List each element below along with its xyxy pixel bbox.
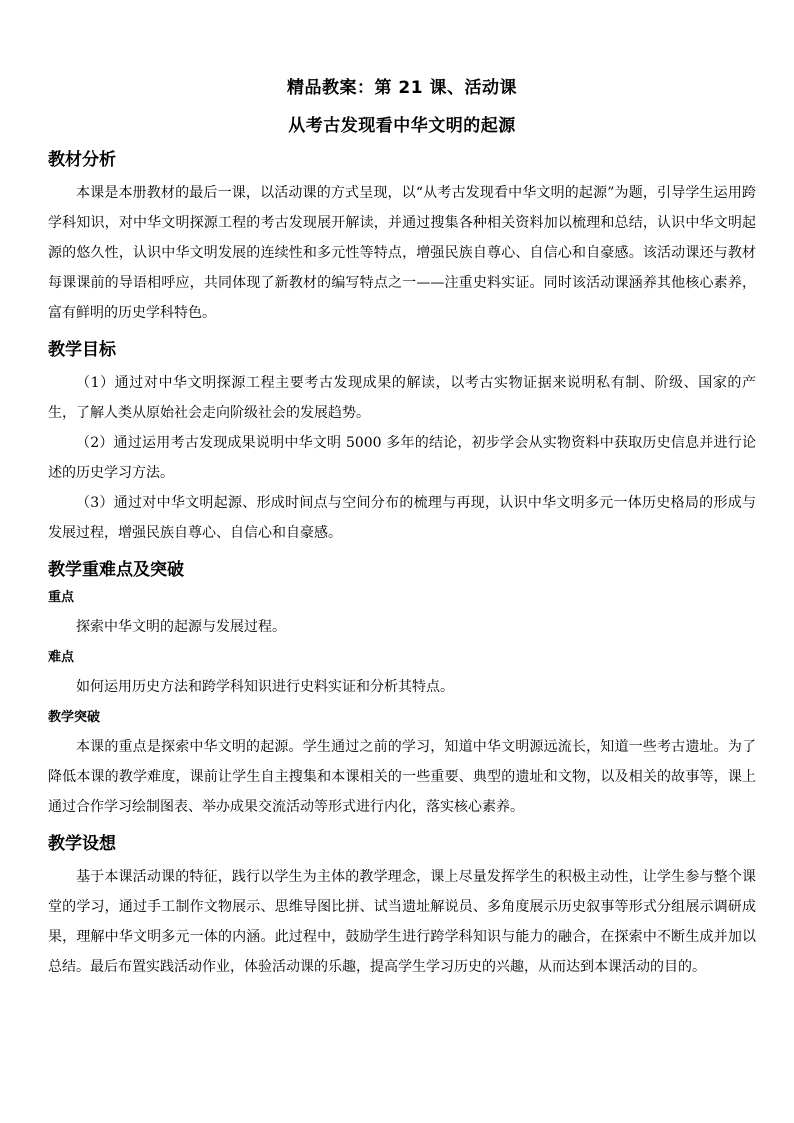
paragraph: 本课的重点是探索中华文明的起源。学生通过之前的学习，知道中华文明源远流长，知道一些考古遗址。为了降低本课的教学难度，课前让学生自主搜集和本课相关的一些重要、典型的遗址和文物，以及相关的故事等，课上通过合作学习绘制图表、举办成果交流活动等形式进行内化，落实核心素养。 [48,739,756,815]
document-title: 精品教案：第 21 课、活动课 [287,78,517,98]
section-heading: 教学目标 [48,340,116,360]
section-heading: 教材分析 [48,150,116,170]
section-textbook-analysis [48,148,756,328]
objective-item: （2）通过运用考古发现成果说明中华文明 5000 多年的结论，初步学会从实物资料中获取历史信息并进行论述的历史学习方法。 [48,435,756,481]
section-teaching-objectives [48,338,756,548]
document-page [48,70,756,982]
subsection-heading-breakthrough: 教学突破 [48,710,101,725]
paragraph: 本课是本册教材的最后一课，以活动课的方式呈现，以“从考古发现看中华文明的起源”为题，引导学生运用跨学科知识，对中华文明探源工程的考古发现展开解读，并通过搜集各种相关资料加以梳理和总结，认识中华文明起源的悠久性，认识中华文明发展的连续性和多元性等特点，增强民族自尊心、自信心和自豪感。该活动课还与教材每课课前的导语相呼应，共同体现了新教材的编写特点之一——注重史料实证。同时该活动课涵养其他核心素养，富有鲜明的历史学科特色。 [48,185,756,321]
subsection-heading-difficult-point: 难点 [48,650,75,665]
paragraph: 基于本课活动课的特征，践行以学生为主体的教学理念，课上尽量发挥学生的积极主动性，让学生参与整个课堂的学习，通过手工制作文物展示、思维导图比拼、试当遗址解说员、多角度展示历史叙事等形式分组展示调研成果，理解中华文明多元一体的内涵。此过程中，鼓励学生进行跨学科知识与能力的融合，在探索中不断生成并加以总结。最后布置实践活动作业，体验活动课的乐趣，提高学生学习历史的兴趣，从而达到本课活动的目的。 [48,869,756,975]
objective-item: （3）通过对中华文明起源、形成时间点与空间分布的梳理与再现，认识中华文明多元一体历史格局的形成与发展过程，增强民族自尊心、自信心和自豪感。 [48,495,756,541]
section-heading: 教学设想 [48,834,116,854]
section-heading: 教学重难点及突破 [48,560,184,580]
document-subtitle: 从考古发现看中华文明的起源 [288,116,516,136]
subsection-heading-key-point: 重点 [48,590,75,605]
section-teaching-design [48,832,756,982]
paragraph: 如何运用历史方法和跨学科知识进行史料实证和分析其特点。 [76,679,454,695]
paragraph: 探索中华文明的起源与发展过程。 [76,619,286,635]
objective-item: （1）通过对中华文明探源工程主要考古发现成果的解读，以考古实物证据来说明私有制、阶级、国家的产生，了解人类从原始社会走向阶级社会的发展趋势。 [48,375,756,421]
section-key-difficult-points [48,558,756,822]
